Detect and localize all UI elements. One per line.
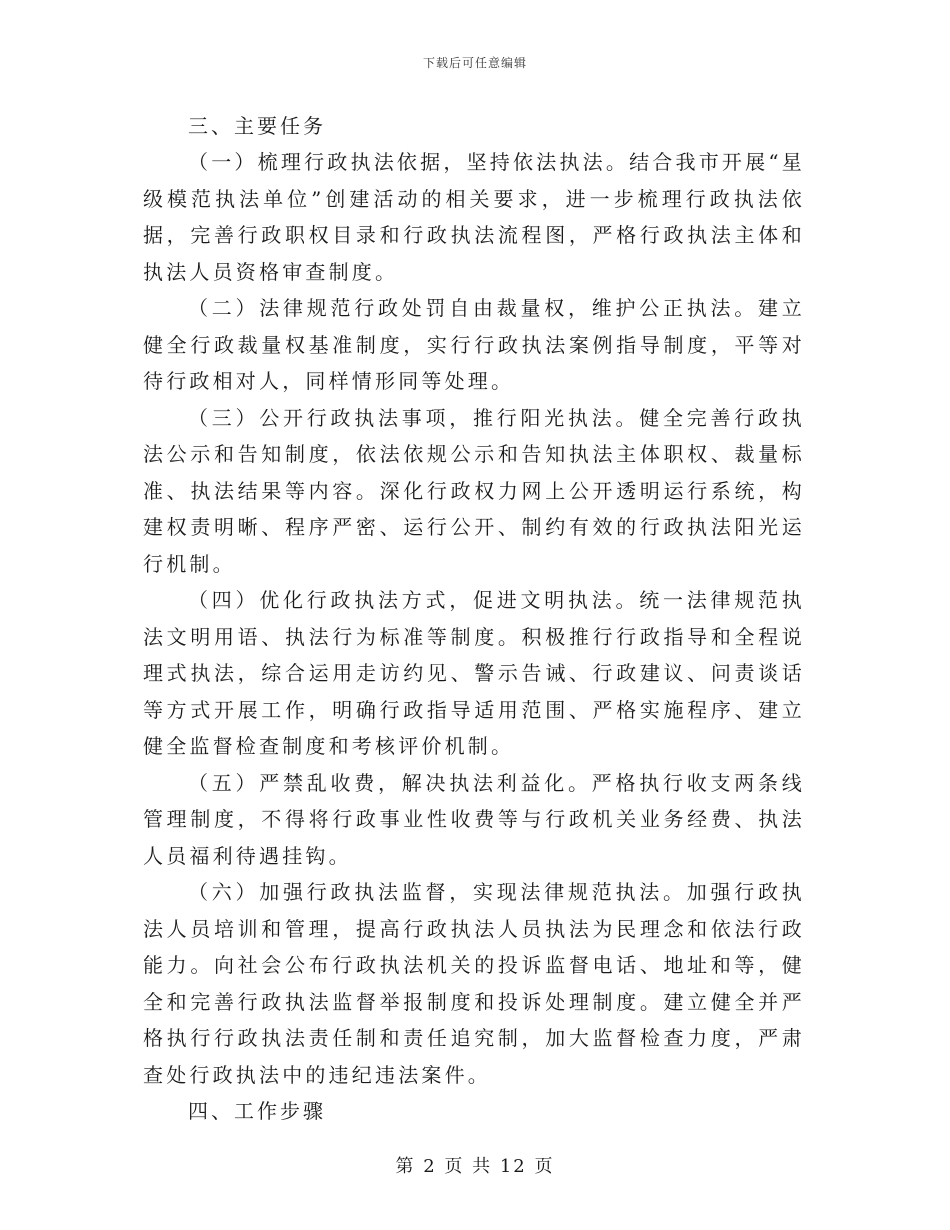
header-note: 下载后可任意编辑 bbox=[422, 56, 527, 70]
section-heading-main-tasks: 三、主要任务 bbox=[188, 114, 326, 138]
paragraph-task-1: （一）梳理行政执法依据，坚持依法执法。结合我市开展“星级模范执法单位”创建活动的相关要求，进一步梳理行政执法依据，完善行政职权目录和行政执法流程图，严格行政执法主体和执法人员资格审查制度。 bbox=[143, 150, 805, 284]
paragraph-task-3: （三）公开行政执法事项，推行阳光执法。健全完善行政执法公示和告知制度，依法依规公示和告知执法主体职权、裁量标准、执法结果等内容。深化行政权力网上公开透明运行系统，构建权责明晰、程序严密、运行公开、制约有效的行政执法阳光运行机制。 bbox=[143, 405, 805, 576]
paragraph-task-4: （四）优化行政执法方式，促进文明执法。统一法律规范执法文明用语、执法行为标准等制度。积极推行行政指导和全程说理式执法，综合运用走访约见、警示告诫、行政建议、问责谈话等方式开展工作，明确行政指导适用范围、严格实施程序、建立健全监督检查制度和考核评价机制。 bbox=[143, 588, 805, 758]
paragraph-task-2: （二）法律规范行政处罚自由裁量权，维护公正执法。建立健全行政裁量权基准制度，实行行政执法案例指导制度，平等对待行政相对人，同样情形同等处理。 bbox=[143, 296, 805, 393]
paragraph-task-5: （五）严禁乱收费，解决执法利益化。严格执行收支两条线管理制度，不得将行政事业性收费等与行政机关业务经费、执法人员福利待遇挂钩。 bbox=[143, 770, 805, 868]
page-number: 第 2 页 共 12 页 bbox=[395, 1156, 555, 1177]
document-body bbox=[143, 108, 805, 1129]
section-heading-work-steps: 四、工作步骤 bbox=[188, 1099, 326, 1123]
paragraph-task-6: （六）加强行政执法监督，实现法律规范执法。加强行政执法人员培训和管理，提高行政执法人员执法为民理念和依法行政能力。向社会公布行政执法机关的投诉监督电话、地址和等，健全和完善行政执法监督举报制度和投诉处理制度。建立健全并严格执行行政执法责任制和责任追究制，加大监督检查力度，严肃查处行政执法中的违纪违法案件。 bbox=[143, 880, 805, 1087]
